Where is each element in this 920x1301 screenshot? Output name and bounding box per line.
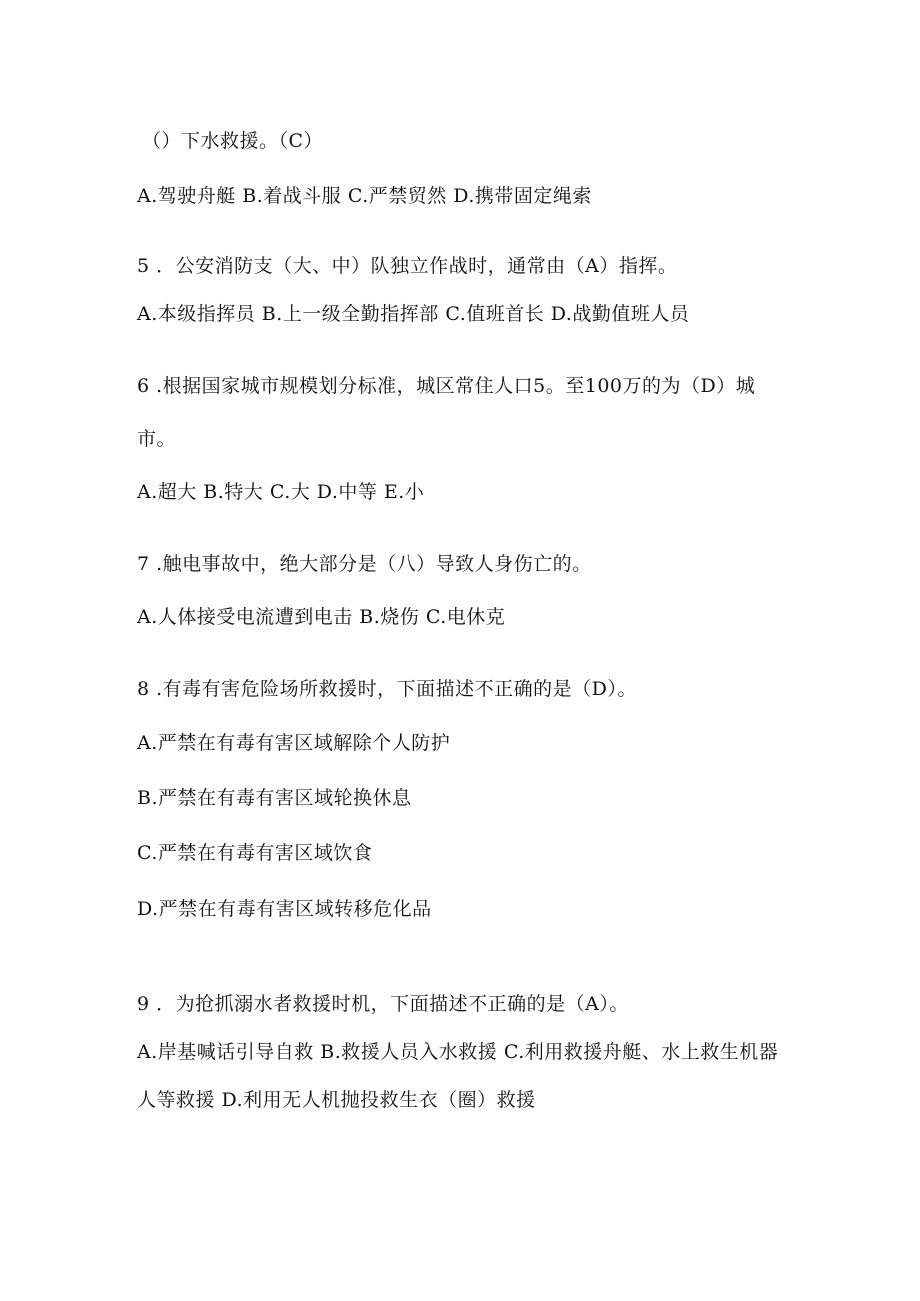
question-7-options: A.人体接受电流遭到电击 B.烧伤 C.电休克	[137, 606, 506, 628]
question-5-stem: 5 ．公安消防支（大、中）队独立作战时，通常由（A）指挥。	[137, 255, 678, 277]
question-4-options: A.驾驶舟艇 B.着战斗服 C.严禁贸然 D.携带固定绳索	[137, 185, 592, 207]
question-4-stem: （）下水救援。（C）	[142, 130, 324, 152]
question-6-options: A.超大 B.特大 C.大 D.中等 E.小	[137, 481, 425, 503]
question-9-options: A.岸基喊话引导自救 B.救援人员入水救援 C.利用救援舟艇、水上救生机器	[137, 1041, 779, 1063]
question-5-options: A.本级指挥员 B.上一级全勤指挥部 C.值班首长 D.战勤值班人员	[137, 303, 690, 325]
question-9-options-continued: 人等救援 D.利用无人机抛投救生衣（圈）救援	[137, 1089, 536, 1111]
question-6-stem-continued: 市。	[137, 428, 177, 450]
question-9-stem: 9 ．为抢抓溺水者救援时机，下面描述不正确的是（A）。	[137, 993, 629, 1015]
question-8-option-c: C.严禁在有毒有害区域饮食	[137, 842, 373, 864]
question-8-option-d: D.严禁在有毒有害区域转移危化品	[137, 898, 432, 920]
question-8-option-a: A.严禁在有毒有害区域解除个人防护	[137, 732, 451, 754]
question-8-stem: 8 .有毒有害危险场所救援时，下面描述不正确的是（D）。	[137, 678, 637, 700]
question-7-stem: 7 .触电事故中，绝大部分是（八）导致人身伤亡的。	[137, 553, 592, 575]
question-6-stem: 6 .根据国家城市规模划分标准，城区常住人口5。至100万的为（D）城	[137, 375, 756, 397]
question-8-option-b: B.严禁在有毒有害区域轮换休息	[137, 787, 412, 809]
